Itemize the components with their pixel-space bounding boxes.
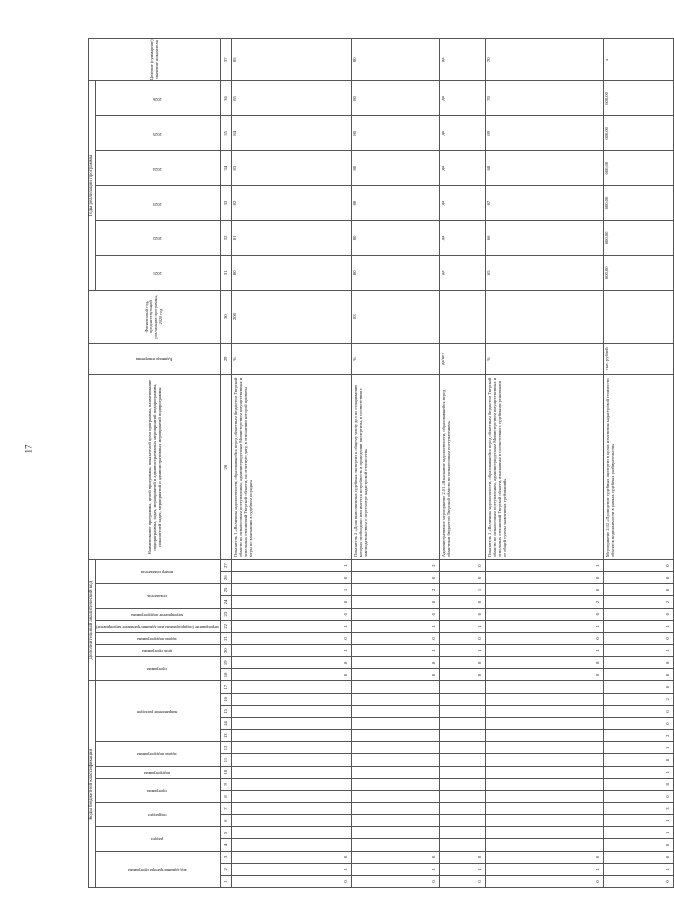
- year-value-cell: 80: [351, 116, 439, 151]
- code-cell: 0: [439, 851, 485, 863]
- year-value-cell: 600,00: [603, 116, 673, 151]
- column-number: 32: [220, 220, 231, 255]
- code-cell: 1: [351, 863, 439, 875]
- indicator-row: [603, 39, 673, 888]
- code-cell: 1: [603, 863, 673, 875]
- code-cell: 0: [231, 608, 351, 620]
- column-number: 14: [220, 718, 231, 730]
- indicator-description: Показатель 1 «Величина задолженности, образовавшейся перед областным бюджетом Тверской области по неналоговым поступлениям, администрируемым Министерством имущественных и земельных отношений Тверской области, взысканная в соответствии с судебными решениями от общей суммы заявленных требований»: [485, 375, 603, 560]
- code-cell: 0: [231, 851, 351, 863]
- code-cell: [351, 839, 439, 851]
- code-cell: 0: [351, 608, 439, 620]
- unit-cell: %: [485, 343, 603, 375]
- code-cell: 2: [351, 560, 439, 572]
- column-number: 9: [220, 778, 231, 790]
- unit-cell: %: [351, 343, 439, 375]
- additional-col-header: [95, 657, 220, 681]
- budget-col-header: [95, 681, 220, 742]
- column-number: 30: [220, 290, 231, 343]
- code-cell: 0: [439, 596, 485, 608]
- unit-header-cell: [89, 343, 221, 375]
- code-cell: 1: [603, 766, 673, 778]
- code-cell: 0: [603, 572, 673, 584]
- base-value-cell: 83: [351, 290, 439, 343]
- code-cell: 0: [351, 669, 439, 681]
- base-value-cell: 208: [231, 290, 351, 343]
- code-cell: 0: [603, 790, 673, 802]
- year-value-cell: 67: [485, 186, 603, 221]
- code-cell: [485, 827, 603, 839]
- code-cell: 0: [603, 839, 673, 851]
- code-cell: [439, 803, 485, 815]
- year-value-cell: да: [439, 116, 485, 151]
- code-cell: 1: [485, 863, 603, 875]
- year-header: 2022: [152, 236, 162, 242]
- year-value-cell: 66: [485, 220, 603, 255]
- code-cell: 1: [351, 620, 439, 632]
- target-value-cell: 80: [351, 39, 439, 81]
- year-value-cell: 600,00: [603, 255, 673, 290]
- target-header: Целевое (суммарное) значение показателя: [89, 39, 221, 81]
- code-cell: 0: [603, 560, 673, 572]
- code-cell: 0: [485, 875, 603, 887]
- budget-col-header: [95, 803, 220, 827]
- code-cell: [351, 705, 439, 717]
- year-header-cell: [95, 116, 220, 151]
- code-cell: [231, 839, 351, 851]
- code-cell: 1: [485, 620, 603, 632]
- code-cell: [351, 815, 439, 827]
- code-cell: [231, 681, 351, 693]
- code-cell: [439, 754, 485, 766]
- year-value-cell: 65: [485, 255, 603, 290]
- code-cell: 0: [439, 560, 485, 572]
- code-cell: 2: [351, 584, 439, 596]
- code-cell: 0: [351, 596, 439, 608]
- code-cell: 0: [603, 705, 673, 717]
- code-cell: 0: [439, 572, 485, 584]
- column-number: 33: [220, 186, 231, 221]
- year-header: 2024: [152, 166, 162, 172]
- code-cell: [351, 766, 439, 778]
- code-cell: 0: [439, 875, 485, 887]
- budget-col-header: [95, 778, 220, 802]
- target-value-cell: да: [439, 39, 485, 81]
- budget-col-header: [95, 766, 220, 778]
- code-cell: [439, 742, 485, 754]
- code-cell: [439, 790, 485, 802]
- year-value-cell: 68: [485, 151, 603, 186]
- column-number: 23: [220, 608, 231, 620]
- budget-col-label: задача подпрограммы: [137, 752, 178, 758]
- code-cell: [351, 681, 439, 693]
- year-value-cell: да: [439, 186, 485, 221]
- column-number: 28: [220, 375, 231, 560]
- additional-col-header: [95, 632, 220, 644]
- column-number: 29: [220, 343, 231, 375]
- year-header-cell: [95, 220, 220, 255]
- year-header-cell: [95, 255, 220, 290]
- column-number: 1: [220, 875, 231, 887]
- year-value-cell: да: [439, 220, 485, 255]
- budget-col-header: [95, 827, 220, 851]
- code-cell: 2: [603, 693, 673, 705]
- year-value-cell: 600,00: [603, 186, 673, 221]
- column-number: 2: [220, 863, 231, 875]
- year-header-cell: [95, 151, 220, 186]
- year-value-cell: 80: [351, 220, 439, 255]
- budget-col-label: код администратора программы: [127, 867, 187, 873]
- code-cell: [231, 718, 351, 730]
- code-cell: 1: [603, 827, 673, 839]
- code-cell: 0: [351, 875, 439, 887]
- code-cell: [351, 778, 439, 790]
- column-number: 27: [220, 560, 231, 572]
- base-year-header-cell: Финансовый год, предшествующий реализации программы, 2020 год: [89, 290, 221, 343]
- base-value-cell: [603, 290, 673, 343]
- code-cell: [351, 730, 439, 742]
- code-cell: [351, 742, 439, 754]
- column-number: 15: [220, 705, 231, 717]
- additional-col-header: [95, 645, 220, 657]
- year-header: 2026: [152, 96, 162, 102]
- code-cell: 3: [603, 803, 673, 815]
- code-cell: [485, 705, 603, 717]
- code-cell: [485, 742, 603, 754]
- year-value-cell: 81: [231, 220, 351, 255]
- code-cell: 0: [603, 632, 673, 644]
- code-cell: 0: [603, 669, 673, 681]
- column-number: 19: [220, 657, 231, 669]
- code-cell: 1: [439, 863, 485, 875]
- code-cell: 0: [351, 572, 439, 584]
- code-cell: 0: [231, 632, 351, 644]
- code-cell: 0: [351, 632, 439, 644]
- code-cell: [351, 754, 439, 766]
- additional-col-label: задача подпрограммы: [137, 636, 178, 642]
- code-cell: 0: [231, 596, 351, 608]
- code-cell: [351, 803, 439, 815]
- years-header: Годы реализации программы: [89, 81, 96, 290]
- code-cell: [485, 693, 603, 705]
- code-cell: 0: [603, 681, 673, 693]
- indicator-table-frame: [88, 38, 671, 888]
- code-cell: 1: [231, 560, 351, 572]
- code-cell: [231, 803, 351, 815]
- column-number: 31: [220, 255, 231, 290]
- column-number: 10: [220, 766, 231, 778]
- code-cell: [351, 790, 439, 802]
- column-number: 7: [220, 803, 231, 815]
- code-cell: 0: [485, 572, 603, 584]
- column-number: 22: [220, 620, 231, 632]
- indicator-description: Административное мероприятие 2.01 «Взыскание задолженности, образовавшейся перед областным бюджетом Тверской области по неналоговым поступлениям»: [439, 375, 485, 560]
- code-cell: 2: [603, 730, 673, 742]
- code-cell: 1: [603, 815, 673, 827]
- code-cell: 1: [439, 620, 485, 632]
- column-number: 12: [220, 742, 231, 754]
- code-cell: 0: [603, 584, 673, 596]
- additional-col-header: [95, 620, 220, 632]
- code-cell: [485, 718, 603, 730]
- code-cell: [485, 803, 603, 815]
- additional-col-label: номер показателя: [141, 570, 174, 576]
- column-number: 6: [220, 815, 231, 827]
- budget-classification-header: Коды бюджетной классификации: [89, 681, 96, 888]
- code-cell: 0: [603, 718, 673, 730]
- name-header: Наименование программы, целей программы, показателей цели программы, наименование подпрограммы, задач, мероприятий и административных мероприятий подпрограммы, показателей задач, мероприятий и административных мероприятий подпрограммы: [89, 375, 221, 560]
- year-value-cell: 84: [231, 116, 351, 151]
- column-number: 17: [220, 681, 231, 693]
- column-number: 20: [220, 645, 231, 657]
- year-value-cell: 69: [485, 116, 603, 151]
- indicator-description: Мероприятие 2.02 «Проведение судебных экспертиз в целях изменения кадастровой стоимости объектов недвижимости в рамках судебных разбирательств»: [603, 375, 673, 560]
- target-value-cell: х: [603, 39, 673, 81]
- code-cell: [485, 730, 603, 742]
- year-value-cell: 600,00: [603, 220, 673, 255]
- target-value-cell: 85: [231, 39, 351, 81]
- code-cell: 0: [231, 875, 351, 887]
- indicator-row: [351, 39, 439, 888]
- code-cell: [485, 766, 603, 778]
- code-cell: [485, 778, 603, 790]
- column-number: 16: [220, 693, 231, 705]
- year-value-cell: 82: [231, 186, 351, 221]
- column-number: 4: [220, 839, 231, 851]
- code-cell: 1: [485, 645, 603, 657]
- code-cell: 8: [603, 778, 673, 790]
- code-cell: [439, 778, 485, 790]
- year-value-cell: 80: [351, 186, 439, 221]
- unit-cell: %: [231, 343, 351, 375]
- code-cell: 0: [485, 851, 603, 863]
- year-value-cell: да: [439, 151, 485, 186]
- unit-header: Единица измерения: [135, 357, 172, 363]
- base-value-cell: [439, 290, 485, 343]
- code-cell: [439, 766, 485, 778]
- additional-col-label: показатель: [147, 594, 167, 600]
- code-cell: [439, 705, 485, 717]
- indicator-row: [485, 39, 603, 888]
- code-cell: 0: [351, 851, 439, 863]
- budget-col-label: направление расходов: [136, 709, 178, 715]
- code-cell: 2: [485, 596, 603, 608]
- year-value-cell: 80: [351, 81, 439, 116]
- code-cell: 1: [231, 863, 351, 875]
- code-cell: 8: [351, 657, 439, 669]
- code-cell: [439, 693, 485, 705]
- year-value-cell: да: [439, 81, 485, 116]
- additional-col-label: мероприятие (подпрограммы или административное мероприятие): [95, 624, 219, 630]
- year-value-cell: 600,00: [603, 151, 673, 186]
- program-indicator-table: [88, 38, 674, 888]
- page-number: 17: [23, 444, 34, 454]
- code-cell: 1: [485, 560, 603, 572]
- code-cell: 0: [439, 632, 485, 644]
- code-cell: [231, 730, 351, 742]
- column-number: 8: [220, 790, 231, 802]
- budget-col-label: подпрограмма: [143, 770, 171, 776]
- code-cell: 0: [485, 669, 603, 681]
- code-cell: 0: [603, 875, 673, 887]
- year-value-cell: да: [439, 255, 485, 290]
- code-cell: [439, 718, 485, 730]
- year-header: 2023: [152, 201, 162, 207]
- code-cell: 8: [231, 657, 351, 669]
- code-cell: [231, 790, 351, 802]
- budget-col-label: программа: [147, 788, 167, 794]
- year-header-cell: [95, 186, 220, 221]
- additional-col-header: [95, 608, 220, 620]
- code-cell: [439, 827, 485, 839]
- column-number: 35: [220, 116, 231, 151]
- column-number: 26: [220, 572, 231, 584]
- column-number: 21: [220, 632, 231, 644]
- code-cell: 1: [231, 620, 351, 632]
- code-cell: 2: [603, 596, 673, 608]
- column-number: 13: [220, 730, 231, 742]
- column-number: 25: [220, 584, 231, 596]
- budget-col-header: [95, 742, 220, 766]
- code-cell: [231, 693, 351, 705]
- indicator-row: [231, 39, 351, 888]
- unit-cell: да/нет: [439, 343, 485, 375]
- indicator-row: [439, 39, 485, 888]
- code-cell: [231, 827, 351, 839]
- code-cell: 1: [603, 742, 673, 754]
- code-cell: [231, 705, 351, 717]
- year-value-cell: 83: [231, 151, 351, 186]
- additional-col-label: мероприятие подпрограммы: [131, 612, 184, 618]
- additional-col-label: цель программы: [142, 649, 173, 655]
- base-value-cell: [485, 290, 603, 343]
- code-cell: [485, 815, 603, 827]
- unit-cell: тыс. рублей: [603, 343, 673, 375]
- year-value-cell: 80: [351, 151, 439, 186]
- code-cell: 0: [603, 754, 673, 766]
- code-cell: [485, 754, 603, 766]
- budget-col-label: подраздел: [147, 813, 167, 819]
- code-cell: 1: [231, 645, 351, 657]
- code-cell: [439, 815, 485, 827]
- code-cell: [351, 718, 439, 730]
- code-cell: [231, 815, 351, 827]
- year-value-cell: 70: [485, 81, 603, 116]
- code-cell: [485, 839, 603, 851]
- code-cell: [485, 790, 603, 802]
- code-cell: [439, 730, 485, 742]
- column-number: 3: [220, 851, 231, 863]
- code-cell: [485, 681, 603, 693]
- code-cell: 0: [485, 632, 603, 644]
- column-number: 24: [220, 596, 231, 608]
- column-number: 5: [220, 827, 231, 839]
- indicator-description: Показатель 2 «Доля выполненных судебных экспертиз к общему числу дел по оспариванию которых необходимо или имеется потребность в проведении экспертизы, в соответствии с законодательством о пересмотре кадастровой стоимости»: [351, 375, 439, 560]
- code-cell: 1: [439, 584, 485, 596]
- code-cell: 8: [485, 657, 603, 669]
- code-cell: [231, 742, 351, 754]
- code-cell: 0: [439, 669, 485, 681]
- column-number: 34: [220, 151, 231, 186]
- code-cell: 0: [603, 608, 673, 620]
- budget-col-header: [95, 851, 220, 887]
- code-cell: 8: [439, 657, 485, 669]
- code-cell: 0: [603, 851, 673, 863]
- code-cell: 1: [351, 645, 439, 657]
- additional-col-header: [95, 584, 220, 608]
- code-cell: 1: [439, 645, 485, 657]
- additional-col-label: программа: [147, 667, 167, 673]
- code-cell: [439, 839, 485, 851]
- year-header: 2025: [152, 131, 162, 137]
- code-cell: [231, 754, 351, 766]
- target-value-cell: 70: [485, 39, 603, 81]
- code-cell: 0: [231, 669, 351, 681]
- code-cell: 1: [603, 620, 673, 632]
- column-number: 11: [220, 754, 231, 766]
- year-header-cell: [95, 81, 220, 116]
- code-cell: 0: [439, 608, 485, 620]
- code-cell: 0: [485, 608, 603, 620]
- additional-code-header: Дополнительный аналитический код: [89, 560, 96, 681]
- code-cell: [231, 778, 351, 790]
- year-header: 2021: [152, 271, 162, 277]
- code-cell: [351, 693, 439, 705]
- year-value-cell: 85: [231, 81, 351, 116]
- budget-col-label: раздел: [151, 837, 164, 843]
- column-number: 18: [220, 669, 231, 681]
- indicator-description: Показатель 1 «Величина задолженности, образовавшейся перед областным бюджетом Тверской области по неналоговым поступлениям, администрируемым Министерством имущественных и земельных отношений Тверской области, на отчетную дату, в отношении которой приняты меры по взысканию в судебном порядке»: [231, 375, 351, 560]
- column-number: 37: [220, 39, 231, 81]
- column-number: 36: [220, 81, 231, 116]
- year-value-cell: 600,00: [603, 81, 673, 116]
- code-cell: 0: [231, 572, 351, 584]
- code-cell: [351, 827, 439, 839]
- additional-col-header: [95, 560, 220, 584]
- code-cell: 1: [603, 645, 673, 657]
- code-cell: 1: [231, 584, 351, 596]
- code-cell: 0: [485, 584, 603, 596]
- code-cell: [231, 766, 351, 778]
- code-cell: 8: [603, 657, 673, 669]
- code-cell: [439, 681, 485, 693]
- year-value-cell: 80: [231, 255, 351, 290]
- year-value-cell: 80: [351, 255, 439, 290]
